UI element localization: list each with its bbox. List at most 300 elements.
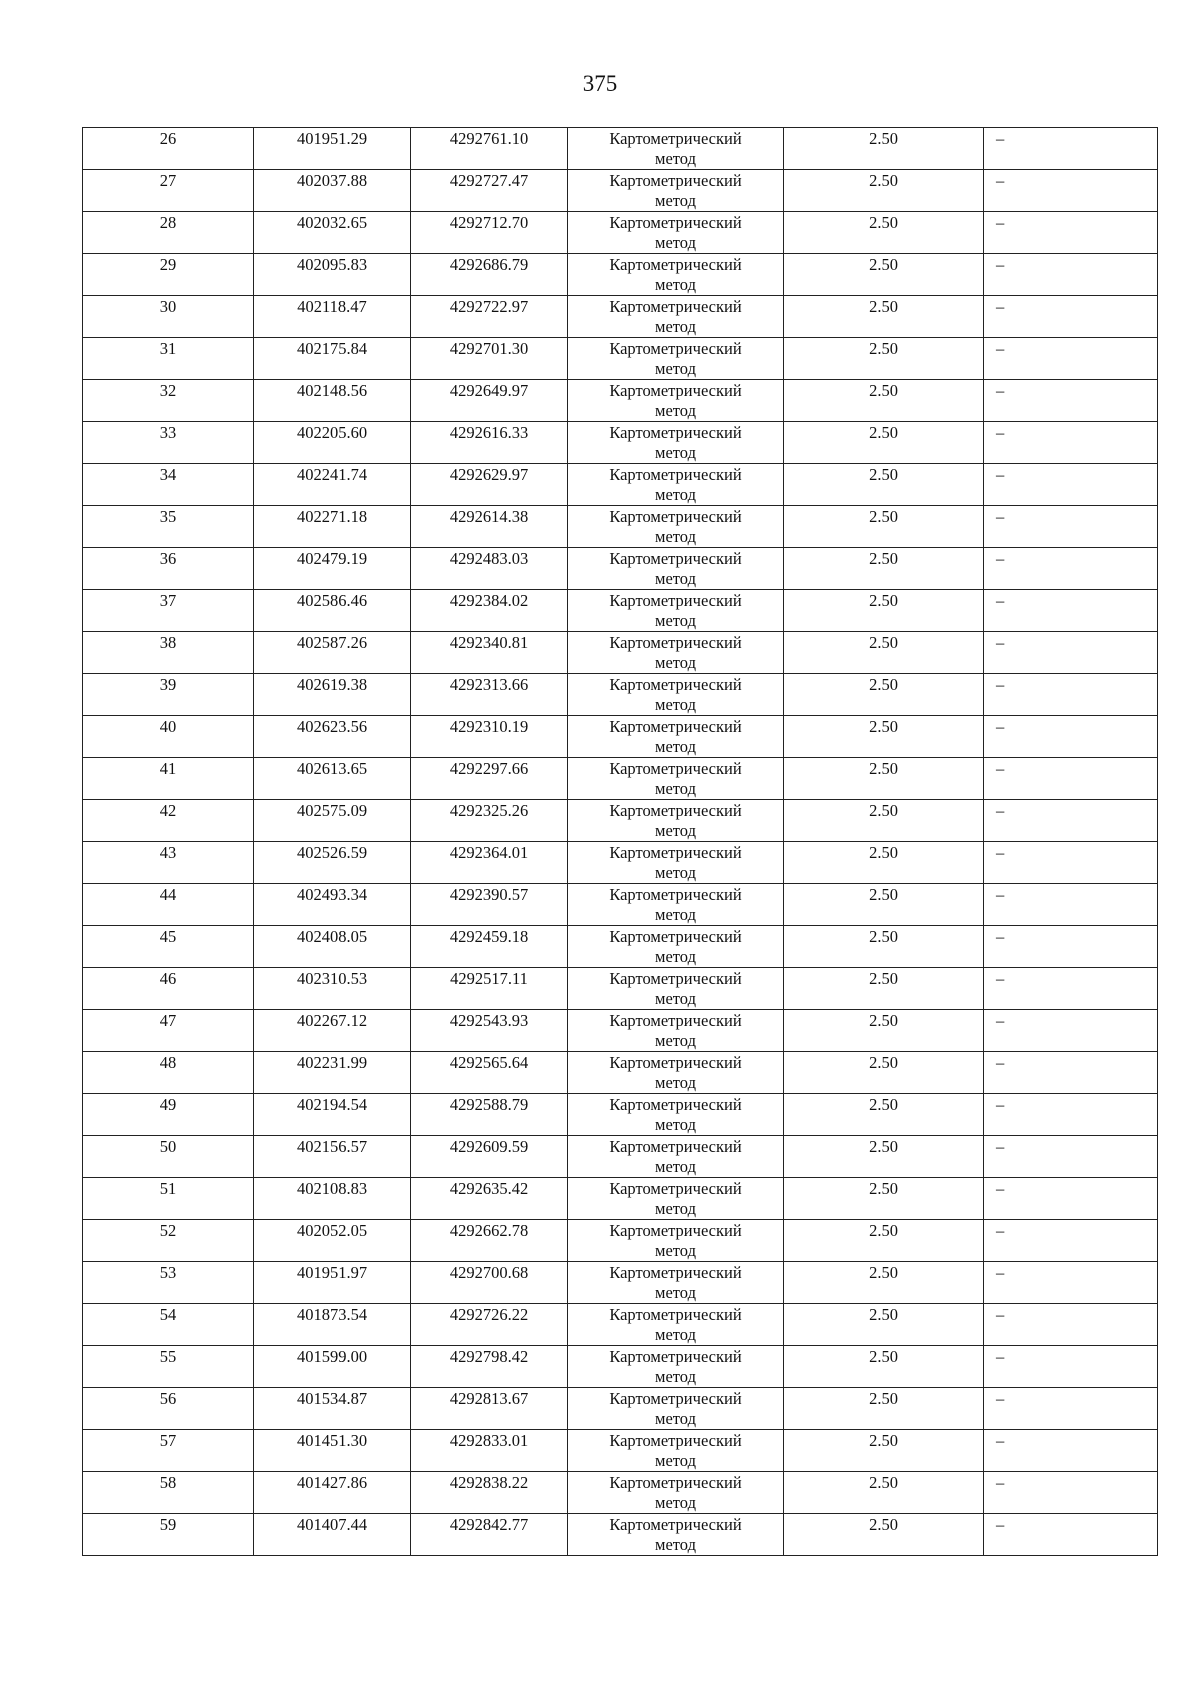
table-row [83,884,1158,926]
y-coordinate-cell: 4292838.22 [411,1472,568,1514]
method-cell [568,716,784,758]
y-coordinate-cell: 4292588.79 [411,1094,568,1136]
x-coordinate-cell: 401599.00 [254,1346,411,1388]
point-number-cell: 26 [83,128,254,170]
y-coordinate-cell: 4292310.19 [411,716,568,758]
y-coordinate-cell: 4292629.97 [411,464,568,506]
method-cell [568,632,784,674]
table-row [83,1094,1158,1136]
y-coordinate-cell: 4292543.93 [411,1010,568,1052]
coordinates-table [82,127,1158,1556]
method-line-2: метод [655,1241,696,1260]
x-coordinate-cell: 401407.44 [254,1514,411,1556]
point-number-cell: 40 [83,716,254,758]
method-line-2: метод [655,653,696,672]
note-cell: – [984,296,1158,338]
accuracy-cell: 2.50 [784,758,984,800]
method-cell [568,1094,784,1136]
note-cell: – [984,674,1158,716]
method-cell [568,128,784,170]
method-cell [568,422,784,464]
x-coordinate-cell: 402194.54 [254,1094,411,1136]
accuracy-cell: 2.50 [784,926,984,968]
x-coordinate-cell: 402586.46 [254,590,411,632]
method-cell [568,1346,784,1388]
method-line-2: метод [655,149,696,168]
table-row [83,548,1158,590]
table-row [83,464,1158,506]
method-line-2: метод [655,1199,696,1218]
method-line-2: метод [655,1031,696,1050]
method-cell [568,338,784,380]
method-line-2: метод [655,191,696,210]
method-line-1: Картометрический [609,129,742,148]
method-line-2: метод [655,1073,696,1092]
x-coordinate-cell: 402613.65 [254,758,411,800]
method-line-2: метод [655,821,696,840]
point-number-cell: 58 [83,1472,254,1514]
accuracy-cell: 2.50 [784,590,984,632]
method-line-1: Картометрический [609,171,742,190]
accuracy-cell: 2.50 [784,1304,984,1346]
accuracy-cell: 2.50 [784,1220,984,1262]
method-line-1: Картометрический [609,213,742,232]
note-cell: – [984,1178,1158,1220]
accuracy-cell: 2.50 [784,1052,984,1094]
note-cell: – [984,1304,1158,1346]
method-line-2: метод [655,695,696,714]
table-row [83,380,1158,422]
method-line-2: метод [655,443,696,462]
method-line-1: Картометрический [609,507,742,526]
x-coordinate-cell: 402032.65 [254,212,411,254]
x-coordinate-cell: 401451.30 [254,1430,411,1472]
note-cell: – [984,632,1158,674]
method-line-2: метод [655,611,696,630]
y-coordinate-cell: 4292701.30 [411,338,568,380]
table-row [83,800,1158,842]
method-line-1: Картометрический [609,1011,742,1030]
point-number-cell: 50 [83,1136,254,1178]
method-cell [568,1178,784,1220]
note-cell: – [984,1346,1158,1388]
x-coordinate-cell: 402052.05 [254,1220,411,1262]
accuracy-cell: 2.50 [784,296,984,338]
method-line-2: метод [655,1157,696,1176]
method-cell [568,1052,784,1094]
method-line-1: Картометрический [609,1389,742,1408]
point-number-cell: 41 [83,758,254,800]
method-cell [568,506,784,548]
method-cell [568,170,784,212]
table-row [83,926,1158,968]
y-coordinate-cell: 4292483.03 [411,548,568,590]
accuracy-cell: 2.50 [784,170,984,212]
accuracy-cell: 2.50 [784,1136,984,1178]
note-cell: – [984,968,1158,1010]
method-cell [568,926,784,968]
method-line-1: Картометрический [609,1515,742,1534]
method-line-2: метод [655,359,696,378]
table-row [83,296,1158,338]
accuracy-cell: 2.50 [784,1262,984,1304]
note-cell: – [984,380,1158,422]
y-coordinate-cell: 4292727.47 [411,170,568,212]
point-number-cell: 48 [83,1052,254,1094]
y-coordinate-cell: 4292390.57 [411,884,568,926]
method-line-2: метод [655,485,696,504]
coordinates-table-body [83,128,1158,1556]
table-row [83,716,1158,758]
method-line-1: Картометрический [609,339,742,358]
note-cell: – [984,170,1158,212]
accuracy-cell: 2.50 [784,1514,984,1556]
method-line-1: Картометрический [609,549,742,568]
x-coordinate-cell: 401951.97 [254,1262,411,1304]
x-coordinate-cell: 402479.19 [254,548,411,590]
y-coordinate-cell: 4292833.01 [411,1430,568,1472]
y-coordinate-cell: 4292700.68 [411,1262,568,1304]
y-coordinate-cell: 4292616.33 [411,422,568,464]
y-coordinate-cell: 4292384.02 [411,590,568,632]
point-number-cell: 32 [83,380,254,422]
method-line-1: Картометрический [609,1347,742,1366]
method-cell [568,968,784,1010]
method-line-1: Картометрический [609,633,742,652]
table-row [83,1010,1158,1052]
y-coordinate-cell: 4292609.59 [411,1136,568,1178]
table-row [83,1178,1158,1220]
method-line-1: Картометрический [609,885,742,904]
x-coordinate-cell: 401427.86 [254,1472,411,1514]
x-coordinate-cell: 402271.18 [254,506,411,548]
method-line-1: Картометрический [609,1473,742,1492]
point-number-cell: 27 [83,170,254,212]
method-line-2: метод [655,863,696,882]
accuracy-cell: 2.50 [784,884,984,926]
accuracy-cell: 2.50 [784,338,984,380]
point-number-cell: 49 [83,1094,254,1136]
method-cell [568,1430,784,1472]
method-line-1: Картометрический [609,591,742,610]
table-row [83,422,1158,464]
method-line-1: Картометрический [609,1221,742,1240]
note-cell: – [984,842,1158,884]
y-coordinate-cell: 4292686.79 [411,254,568,296]
note-cell: – [984,1262,1158,1304]
method-cell [568,380,784,422]
point-number-cell: 56 [83,1388,254,1430]
table-row [83,1388,1158,1430]
table-row [83,254,1158,296]
point-number-cell: 29 [83,254,254,296]
x-coordinate-cell: 402205.60 [254,422,411,464]
x-coordinate-cell: 402241.74 [254,464,411,506]
x-coordinate-cell: 402118.47 [254,296,411,338]
method-line-2: метод [655,1325,696,1344]
point-number-cell: 51 [83,1178,254,1220]
note-cell: – [984,128,1158,170]
table-row [83,506,1158,548]
method-line-2: метод [655,1535,696,1554]
note-cell: – [984,800,1158,842]
method-cell [568,296,784,338]
method-line-2: метод [655,233,696,252]
note-cell: – [984,212,1158,254]
method-cell [568,884,784,926]
method-line-2: метод [655,1409,696,1428]
y-coordinate-cell: 4292712.70 [411,212,568,254]
accuracy-cell: 2.50 [784,968,984,1010]
table-row [83,212,1158,254]
y-coordinate-cell: 4292726.22 [411,1304,568,1346]
method-cell [568,1010,784,1052]
x-coordinate-cell: 401951.29 [254,128,411,170]
point-number-cell: 59 [83,1514,254,1556]
x-coordinate-cell: 402231.99 [254,1052,411,1094]
accuracy-cell: 2.50 [784,1094,984,1136]
accuracy-cell: 2.50 [784,212,984,254]
method-cell [568,254,784,296]
point-number-cell: 54 [83,1304,254,1346]
method-line-2: метод [655,1283,696,1302]
x-coordinate-cell: 402623.56 [254,716,411,758]
accuracy-cell: 2.50 [784,716,984,758]
table-row [83,1472,1158,1514]
method-line-2: метод [655,569,696,588]
method-cell [568,758,784,800]
table-row [83,842,1158,884]
x-coordinate-cell: 402587.26 [254,632,411,674]
note-cell: – [984,1010,1158,1052]
method-line-2: метод [655,779,696,798]
table-row [83,1430,1158,1472]
accuracy-cell: 2.50 [784,506,984,548]
table-row [83,1304,1158,1346]
table-row [83,1136,1158,1178]
table-row [83,1262,1158,1304]
accuracy-cell: 2.50 [784,1430,984,1472]
accuracy-cell: 2.50 [784,128,984,170]
method-cell [568,1304,784,1346]
y-coordinate-cell: 4292662.78 [411,1220,568,1262]
accuracy-cell: 2.50 [784,842,984,884]
x-coordinate-cell: 402493.34 [254,884,411,926]
x-coordinate-cell: 402095.83 [254,254,411,296]
x-coordinate-cell: 402037.88 [254,170,411,212]
accuracy-cell: 2.50 [784,800,984,842]
method-cell [568,590,784,632]
note-cell: – [984,1430,1158,1472]
table-row [83,338,1158,380]
method-line-2: метод [655,1451,696,1470]
method-line-1: Картометрический [609,969,742,988]
point-number-cell: 38 [83,632,254,674]
y-coordinate-cell: 4292798.42 [411,1346,568,1388]
y-coordinate-cell: 4292364.01 [411,842,568,884]
method-line-1: Картометрический [609,843,742,862]
point-number-cell: 30 [83,296,254,338]
y-coordinate-cell: 4292325.26 [411,800,568,842]
method-line-2: метод [655,1115,696,1134]
table-row [83,170,1158,212]
x-coordinate-cell: 402108.83 [254,1178,411,1220]
note-cell: – [984,1388,1158,1430]
method-cell [568,212,784,254]
method-line-2: метод [655,1493,696,1512]
point-number-cell: 37 [83,590,254,632]
note-cell: – [984,758,1158,800]
method-line-1: Картометрический [609,1095,742,1114]
x-coordinate-cell: 402526.59 [254,842,411,884]
y-coordinate-cell: 4292761.10 [411,128,568,170]
accuracy-cell: 2.50 [784,1010,984,1052]
x-coordinate-cell: 401873.54 [254,1304,411,1346]
point-number-cell: 35 [83,506,254,548]
point-number-cell: 57 [83,1430,254,1472]
accuracy-cell: 2.50 [784,380,984,422]
method-cell [568,1472,784,1514]
method-line-1: Картометрический [609,255,742,274]
accuracy-cell: 2.50 [784,254,984,296]
x-coordinate-cell: 402148.56 [254,380,411,422]
y-coordinate-cell: 4292722.97 [411,296,568,338]
table-row [83,1220,1158,1262]
point-number-cell: 36 [83,548,254,590]
method-cell [568,800,784,842]
x-coordinate-cell: 401534.87 [254,1388,411,1430]
note-cell: – [984,716,1158,758]
y-coordinate-cell: 4292297.66 [411,758,568,800]
note-cell: – [984,506,1158,548]
x-coordinate-cell: 402156.57 [254,1136,411,1178]
note-cell: – [984,1052,1158,1094]
note-cell: – [984,422,1158,464]
method-line-1: Картометрический [609,1053,742,1072]
y-coordinate-cell: 4292614.38 [411,506,568,548]
method-cell [568,1388,784,1430]
point-number-cell: 52 [83,1220,254,1262]
method-line-1: Картометрический [609,1137,742,1156]
method-line-1: Картометрический [609,1179,742,1198]
method-line-2: метод [655,317,696,336]
method-line-2: метод [655,737,696,756]
note-cell: – [984,590,1158,632]
y-coordinate-cell: 4292649.97 [411,380,568,422]
accuracy-cell: 2.50 [784,464,984,506]
accuracy-cell: 2.50 [784,548,984,590]
table-row [83,968,1158,1010]
note-cell: – [984,1136,1158,1178]
method-line-2: метод [655,905,696,924]
accuracy-cell: 2.50 [784,1178,984,1220]
y-coordinate-cell: 4292565.64 [411,1052,568,1094]
method-cell [568,464,784,506]
method-line-2: метод [655,275,696,294]
y-coordinate-cell: 4292459.18 [411,926,568,968]
note-cell: – [984,1220,1158,1262]
method-cell [568,842,784,884]
point-number-cell: 45 [83,926,254,968]
table-row [83,632,1158,674]
method-line-2: метод [655,989,696,1008]
table-row [83,674,1158,716]
table-row [83,758,1158,800]
method-cell [568,548,784,590]
method-line-1: Картометрический [609,927,742,946]
x-coordinate-cell: 402267.12 [254,1010,411,1052]
method-line-1: Картометрический [609,1263,742,1282]
note-cell: – [984,254,1158,296]
method-line-1: Картометрический [609,465,742,484]
note-cell: – [984,926,1158,968]
point-number-cell: 39 [83,674,254,716]
point-number-cell: 33 [83,422,254,464]
accuracy-cell: 2.50 [784,1388,984,1430]
point-number-cell: 44 [83,884,254,926]
method-line-1: Картометрический [609,1305,742,1324]
method-line-1: Картометрический [609,1431,742,1450]
accuracy-cell: 2.50 [784,422,984,464]
note-cell: – [984,548,1158,590]
table-row [83,590,1158,632]
note-cell: – [984,1514,1158,1556]
x-coordinate-cell: 402175.84 [254,338,411,380]
table-row [83,1346,1158,1388]
point-number-cell: 43 [83,842,254,884]
note-cell: – [984,1472,1158,1514]
y-coordinate-cell: 4292842.77 [411,1514,568,1556]
accuracy-cell: 2.50 [784,674,984,716]
method-cell [568,1514,784,1556]
page-number: 375 [582,71,618,96]
x-coordinate-cell: 402575.09 [254,800,411,842]
accuracy-cell: 2.50 [784,1346,984,1388]
y-coordinate-cell: 4292517.11 [411,968,568,1010]
method-cell [568,674,784,716]
note-cell: – [984,464,1158,506]
method-line-2: метод [655,527,696,546]
x-coordinate-cell: 402619.38 [254,674,411,716]
method-line-1: Картометрический [609,675,742,694]
accuracy-cell: 2.50 [784,632,984,674]
method-line-1: Картометрический [609,759,742,778]
accuracy-cell: 2.50 [784,1472,984,1514]
point-number-cell: 55 [83,1346,254,1388]
point-number-cell: 42 [83,800,254,842]
point-number-cell: 31 [83,338,254,380]
method-cell [568,1220,784,1262]
table-row [83,128,1158,170]
x-coordinate-cell: 402408.05 [254,926,411,968]
note-cell: – [984,1094,1158,1136]
y-coordinate-cell: 4292813.67 [411,1388,568,1430]
y-coordinate-cell: 4292340.81 [411,632,568,674]
method-line-1: Картометрический [609,381,742,400]
method-line-1: Картометрический [609,717,742,736]
point-number-cell: 47 [83,1010,254,1052]
point-number-cell: 34 [83,464,254,506]
x-coordinate-cell: 402310.53 [254,968,411,1010]
point-number-cell: 28 [83,212,254,254]
method-line-1: Картометрический [609,423,742,442]
table-row [83,1514,1158,1556]
note-cell: – [984,338,1158,380]
method-line-1: Картометрический [609,801,742,820]
method-line-2: метод [655,947,696,966]
note-cell: – [984,884,1158,926]
table-row [83,1052,1158,1094]
